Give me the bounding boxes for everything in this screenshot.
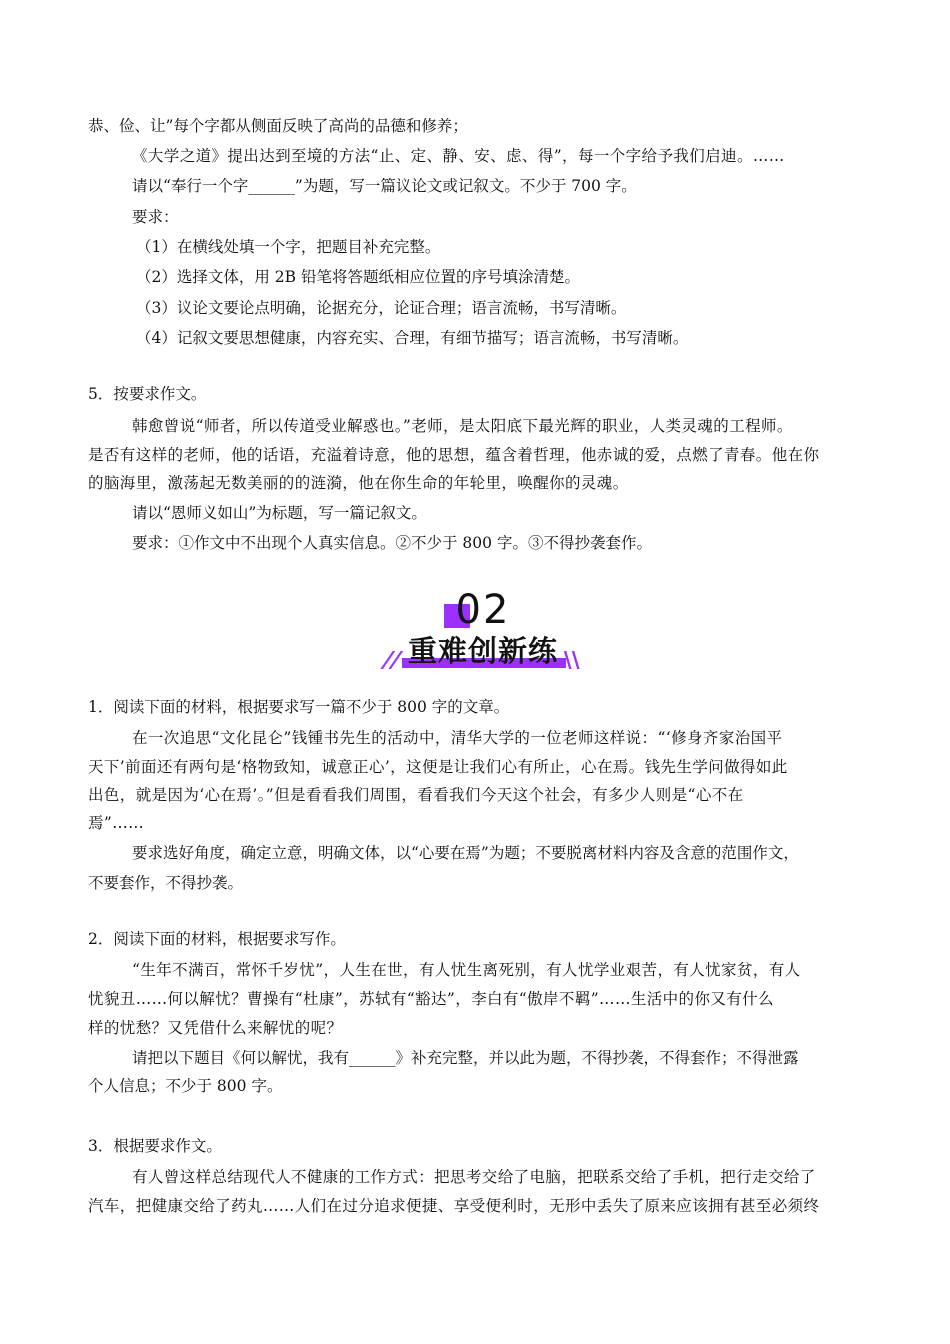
text-line: 请以“恩师义如山”为标题，写一篇记叙文。 <box>132 504 427 522</box>
text-line: （2）选择文体，用 2B 铅笔将答题纸相应位置的序号填涂清楚。 <box>136 268 580 286</box>
text-line: 请以“奉行一个字______”为题，写一篇议论文或记叙文。不少于 700 字。 <box>132 177 637 195</box>
text-line: 样的忧愁？又凭借什么来解忧的呢？ <box>88 1019 343 1037</box>
text-line: 要求选好角度，确定立意，明确文体，以“心要在焉”为题；不要脱离材料内容及含意的范围作文， <box>132 844 799 862</box>
text-line: 是否有这样的老师，他的话语，充溢着诗意，他的思想，蕴含着哲理，他赤诚的爱，点燃了青春。他在你 <box>88 446 820 464</box>
question-heading: 2．阅读下面的材料，根据要求写作。 <box>88 930 346 948</box>
text-line: 焉”…… <box>88 814 145 832</box>
text-line: 韩愈曾说“师者，所以传道受业解惑也。”老师，是太阳底下最光辉的职业，人类灵魂的工程师。 <box>132 417 793 435</box>
text-line: 的脑海里，激荡起无数美丽的的涟漪，他在你生命的年轮里，唤醒你的灵魂。 <box>88 474 629 492</box>
left-slash-decoration: // <box>381 648 403 673</box>
text-line: “生年不满百，常怀千岁忧”，人生在世，有人忧生离死别，有人忧学业艰苦，有人忧家贫，有人 <box>132 961 801 979</box>
text-line: 不要套作，不得抄袭。 <box>88 874 244 892</box>
text-line: 《大学之道》提出达到至境的方法“止、定、静、安、虑、得”，每一个字给予我们启迪。…… <box>132 147 785 165</box>
text-line: 请把以下题目《何以解忧，我有______》补充完整，并以此为题，不得抄袭，不得套作；不得泄露 <box>132 1049 799 1067</box>
text-line: 忧貌丑……何以解忧？曹操有“杜康”，苏轼有“豁达”，李白有“傲岸不羁”……生活中的你又有什么 <box>88 990 774 1008</box>
text-line: 要求：①作文中不出现个人真实信息。②不少于 800 字。③不得抄袭套作。 <box>132 534 652 552</box>
text-line: 有人曾这样总结现代人不健康的工作方式：把思考交给了电脑，把联系交给了手机，把行走交给了 <box>132 1168 816 1186</box>
text-line: 要求： <box>132 208 179 226</box>
text-line: 天下’前面还有两句是‘格物致知，诚意正心’，这便是让我们心有所止，心在焉。钱先生学问做得如此 <box>88 758 788 776</box>
section-banner <box>378 586 588 678</box>
section-number: 02 <box>455 587 511 633</box>
text-line: （4）记叙文要思想健康，内容充实、合理，有细节描写；语言流畅，书写清晰。 <box>136 329 689 347</box>
text-line: 个人信息；不少于 800 字。 <box>88 1077 283 1095</box>
question-heading: 5．按要求作文。 <box>88 385 207 403</box>
section-title: 重难创新练 <box>407 634 558 668</box>
text-line: 汽车，把健康交给了药丸……人们在过分追求便捷、享受便利时，无形中丢失了原来应该拥有甚至必须终 <box>88 1197 820 1215</box>
text-line: 出色，就是因为‘心在焉’。”但是看看我们周围，看看我们今天这个社会，有多少人则是“心不在 <box>88 786 744 804</box>
text-line: （1）在横线处填一个字，把题目补充完整。 <box>136 238 441 256</box>
text-line: 恭、俭、让”每个字都从侧面反映了高尚的品德和修养； <box>88 117 468 135</box>
text-line: （3）议论文要论点明确，论据充分，论证合理；语言流畅，书写清晰。 <box>136 299 627 317</box>
right-slash-decoration: \\ <box>561 648 583 673</box>
text-line: 在一次追思“文化昆仑”钱锺书先生的活动中，清华大学的一位老师这样说：“‘修身齐家治国平 <box>132 729 783 747</box>
question-heading: 3．根据要求作文。 <box>88 1137 222 1155</box>
question-heading: 1．阅读下面的材料，根据要求写一篇不少于 800 字的文章。 <box>88 698 510 716</box>
